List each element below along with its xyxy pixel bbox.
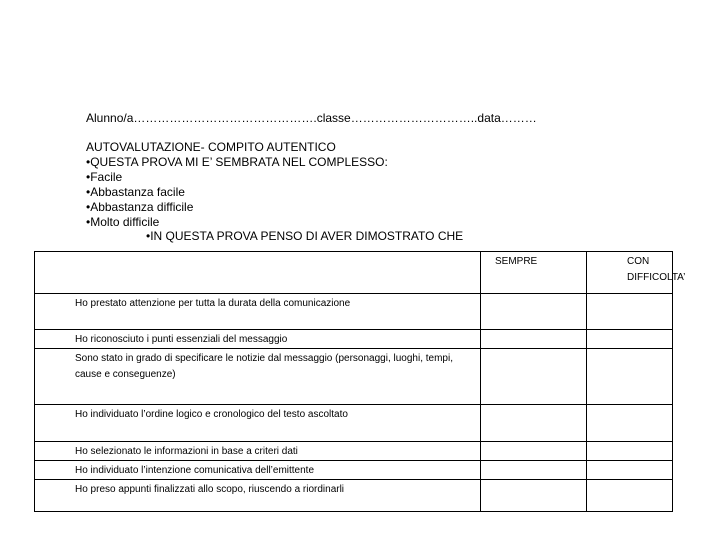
- sempre-checkbox-cell[interactable]: [481, 461, 587, 480]
- sempre-checkbox-cell[interactable]: [481, 330, 587, 349]
- table-row: [35, 349, 673, 405]
- sempre-checkbox-cell[interactable]: [481, 442, 587, 461]
- difficulty-option: •Molto difficile: [86, 215, 160, 229]
- difficulty-option: •Abbastanza difficile: [86, 200, 194, 214]
- sempre-checkbox-cell[interactable]: [481, 294, 587, 330]
- row-statement: Ho individuato l’ordine logico e cronologico del testo ascoltato: [35, 405, 481, 442]
- difficulty-option: •Abbastanza facile: [86, 185, 185, 199]
- table-row: [35, 405, 673, 442]
- form-title: AUTOVALUTAZIONE- COMPITO AUTENTICO: [86, 140, 336, 154]
- con-label: CON: [627, 256, 650, 267]
- con-difficolta-checkbox-cell[interactable]: [587, 294, 673, 330]
- self-assessment-table: [34, 251, 686, 512]
- con-difficolta-checkbox-cell[interactable]: [587, 480, 673, 512]
- con-difficolta-checkbox-cell[interactable]: [587, 461, 673, 480]
- table-row: [35, 461, 673, 480]
- column-header-sempre: [481, 252, 587, 294]
- difficulty-option: •Facile: [86, 170, 123, 184]
- difficulty-question: •QUESTA PROVA MI E’ SEMBRATA NEL COMPLESSO:: [86, 155, 388, 169]
- column-header-con-difficolta: [587, 252, 686, 294]
- table-header-row: [35, 252, 673, 294]
- row-statement: Ho selezionato le informazioni in base a criteri dati: [35, 442, 481, 461]
- row-statement: Ho prestato attenzione per tutta la durata della comunicazione: [35, 294, 481, 330]
- con-difficolta-checkbox-cell[interactable]: [587, 405, 673, 442]
- table-row: [35, 330, 673, 349]
- table-row: [35, 442, 673, 461]
- sempre-label: SEMPRE: [495, 256, 538, 267]
- sempre-checkbox-cell[interactable]: [481, 405, 587, 442]
- con-difficolta-checkbox-cell[interactable]: [587, 330, 673, 349]
- row-statement: Sono stato in grado di specificare le notizie dal messaggio (personaggi, luoghi, tempi, cause e conseguenze): [35, 349, 481, 405]
- difficolta-label: DIFFICOLTA’: [627, 272, 686, 283]
- skills-subtitle: •IN QUESTA PROVA PENSO DI AVER DIMOSTRATO CHE: [146, 229, 464, 243]
- con-difficolta-checkbox-cell[interactable]: [587, 442, 673, 461]
- con-difficolta-checkbox-cell[interactable]: [587, 349, 673, 405]
- table-row: [35, 294, 673, 330]
- header-blank-cell: [35, 252, 481, 294]
- table-row: [35, 480, 673, 512]
- row-statement: Ho preso appunti finalizzati allo scopo, riuscendo a riordinarli: [35, 480, 481, 512]
- row-statement: Ho individuato l’intenzione comunicativa dell’emittente: [35, 461, 481, 480]
- sempre-checkbox-cell[interactable]: [481, 480, 587, 512]
- intro-block: [86, 140, 388, 230]
- sempre-checkbox-cell[interactable]: [481, 349, 587, 405]
- row-statement: Ho riconosciuto i punti essenziali del messaggio: [35, 330, 481, 349]
- student-info-line: Alunno/a……………………………………….classe…………………………..data………: [86, 111, 537, 125]
